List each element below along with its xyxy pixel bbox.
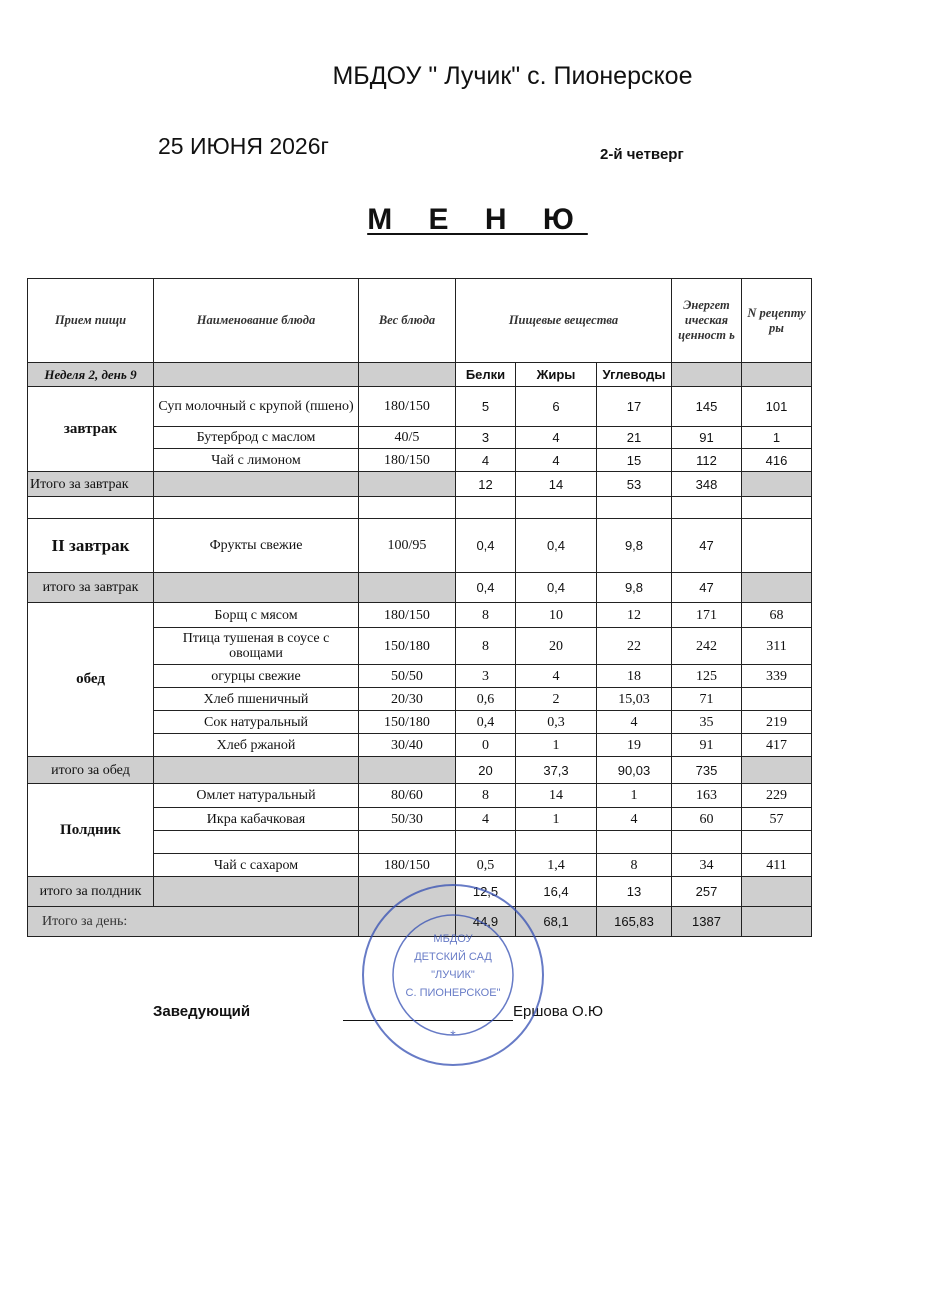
col-dish: Наименование блюда: [154, 279, 359, 363]
col-carbs: Углеводы: [597, 363, 672, 387]
table-row: Полдник Омлет натуральный 80/60 8 14 1 163 229: [28, 784, 812, 808]
menu-date: 25 ИЮНЯ 2026г: [158, 133, 329, 159]
col-fat: Жиры: [516, 363, 597, 387]
dish-weight: 180/150: [359, 387, 456, 427]
col-energy: Энергет ическая ценност ь: [672, 279, 742, 363]
total-row: Итого за завтрак 12 14 53 348: [28, 472, 812, 497]
table-row: Сок натуральный 150/180 0,4 0,3 4 35 219: [28, 711, 812, 734]
menu-heading: М Е Н Ю: [367, 203, 588, 236]
dish-name: Сок натуральный: [154, 711, 359, 734]
dish-name: Хлеб ржаной: [154, 734, 359, 757]
day-total-label: Итого за день:: [28, 907, 359, 937]
col-meal: Прием пищи: [28, 279, 154, 363]
day-total-row: Итого за день: 44,9 68,1 165,83 1387: [28, 907, 812, 937]
table-row: Хлеб пшеничный 20/30 0,6 2 15,03 71: [28, 688, 812, 711]
dish-weight: 150/180: [359, 711, 456, 734]
subheader-row: [28, 363, 812, 387]
total-label: итого за завтрак: [28, 573, 154, 603]
organization-title: МБДОУ " Лучик" с. Пионерское: [332, 62, 693, 90]
total-row: итого за полдник 12,5 16,4 13 257: [28, 877, 812, 907]
dish-name: Борщ с мясом: [154, 603, 359, 628]
total-label: Итого за завтрак: [28, 472, 154, 497]
meal-lunch: обед: [28, 603, 154, 757]
dish-weight: 50/50: [359, 665, 456, 688]
signature-role: Заведующий: [153, 1003, 251, 1020]
meal-breakfast-2: II завтрак: [28, 519, 154, 573]
dish-weight: 80/60: [359, 784, 456, 808]
meal-breakfast: завтрак: [28, 387, 154, 472]
dish-name: Суп молочный с крупой (пшено): [154, 387, 359, 427]
signature-name: Ершова О.Ю: [513, 1003, 604, 1020]
dish-weight: 100/95: [359, 519, 456, 573]
spacer-row: [28, 497, 812, 519]
table-row: обед Борщ с мясом 180/150 8 10 12 171 68: [28, 603, 812, 628]
weekday-label: 2-й четверг: [600, 146, 684, 163]
table-row: Хлеб ржаной 30/40 0 1 19 91 417: [28, 734, 812, 757]
table-row: II завтрак Фрукты свежие 100/95 0,4 0,4 9,8 47: [28, 519, 812, 573]
col-recipe: N рецепту ры: [742, 279, 812, 363]
total-row: итого за завтрак 0,4 0,4 9,8 47: [28, 573, 812, 603]
dish-weight: 180/150: [359, 603, 456, 628]
total-label: итого за полдник: [28, 877, 154, 907]
dish-name: огурцы свежие: [154, 665, 359, 688]
dish-name: [154, 831, 359, 854]
dish-name: Бутерброд с маслом: [154, 427, 359, 449]
menu-table: [27, 278, 812, 937]
table-row: Икра кабачковая 50/30 4 1 4 60 57: [28, 808, 812, 831]
meal-snack: Полдник: [28, 784, 154, 877]
dish-weight: [359, 831, 456, 854]
stamp-line-1: МБДОУ: [433, 933, 473, 945]
dish-weight: 40/5: [359, 427, 456, 449]
dish-weight: 150/180: [359, 628, 456, 665]
col-weight: Вес блюда: [359, 279, 456, 363]
dish-weight: 180/150: [359, 449, 456, 472]
dish-name: Фрукты свежие: [154, 519, 359, 573]
dish-weight: 180/150: [359, 854, 456, 877]
dish-name: Икра кабачковая: [154, 808, 359, 831]
stamp-star: *: [450, 1027, 456, 1043]
total-label: итого за обед: [28, 757, 154, 784]
dish-weight: 50/30: [359, 808, 456, 831]
round-stamp: [358, 880, 548, 1070]
table-row: Птица тушеная в соусе с овощами 150/180 8 20 22 242 311: [28, 628, 812, 665]
col-protein: Белки: [456, 363, 516, 387]
dish-weight: 30/40: [359, 734, 456, 757]
total-row: итого за обед 20 37,3 90,03 735: [28, 757, 812, 784]
dish-name: Хлеб пшеничный: [154, 688, 359, 711]
dish-name: Чай с сахаром: [154, 854, 359, 877]
table-row: огурцы свежие 50/50 3 4 18 125 339: [28, 665, 812, 688]
table-row: Чай с лимоном 180/150 4 4 15 112 416: [28, 449, 812, 472]
col-nutrients: Пищевые вещества: [456, 279, 672, 363]
week-label: Неделя 2, день 9: [28, 363, 154, 387]
dish-name: Чай с лимоном: [154, 449, 359, 472]
table-header-row: [28, 279, 812, 363]
stamp-line-3: "ЛУЧИК": [431, 969, 475, 981]
stamp-line-2: ДЕТСКИЙ САД: [414, 951, 492, 963]
stamp-line-4: С. ПИОНЕРСКОЕ": [405, 987, 501, 999]
table-row: Бутерброд с маслом 40/5 3 4 21 91 1: [28, 427, 812, 449]
dish-name: Омлет натуральный: [154, 784, 359, 808]
table-row: завтрак Суп молочный с крупой (пшено) 180/150 5 6 17 145 101: [28, 387, 812, 427]
dish-weight: 20/30: [359, 688, 456, 711]
dish-name: Птица тушеная в соусе с овощами: [154, 628, 359, 665]
table-row: Чай с сахаром 180/150 0,5 1,4 8 34 411: [28, 854, 812, 877]
